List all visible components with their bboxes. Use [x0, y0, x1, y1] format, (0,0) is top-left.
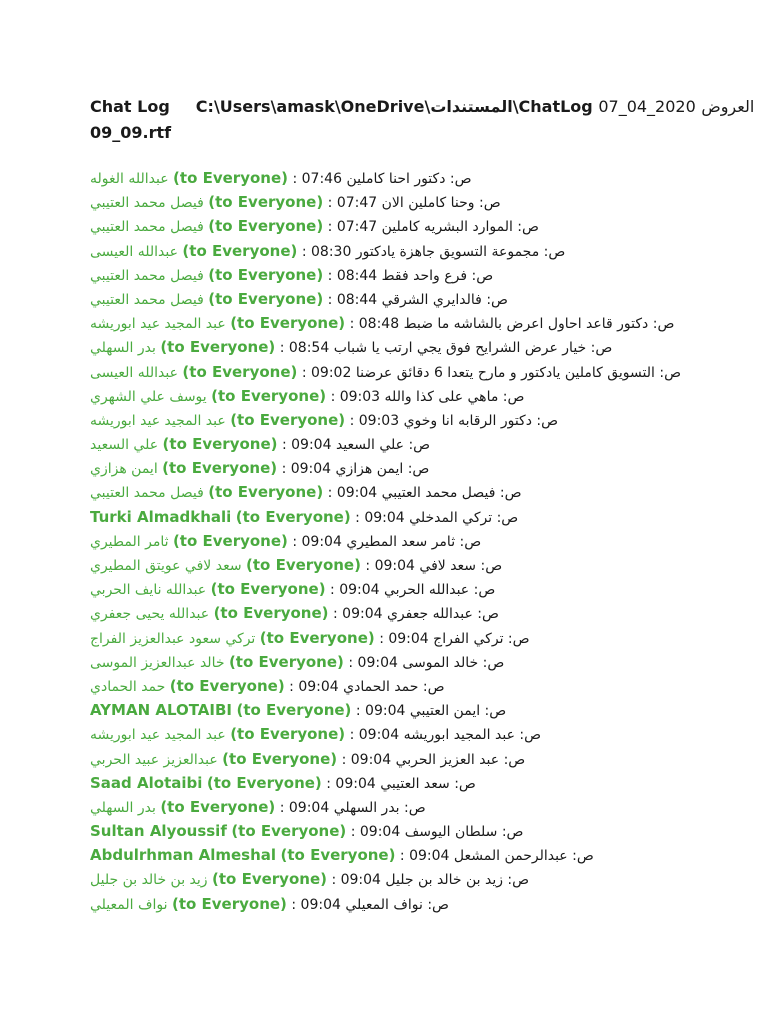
- message-text: ص: وحنا كاملين الان: [381, 195, 501, 212]
- path-folder: المستندات: [430, 97, 513, 116]
- message-time: 08:30: [311, 243, 352, 260]
- message-recipient: (to Everyone): [236, 701, 352, 720]
- message-text: ص: خالد الموسى: [402, 654, 505, 671]
- message-sender: عبد المجيد عيد ابوريشه: [90, 412, 226, 429]
- chat-message-row: [90, 311, 730, 335]
- message-time: 09:04: [409, 848, 450, 865]
- message-separator: :: [379, 630, 384, 647]
- document-header: [90, 94, 755, 146]
- chat-message-row: [90, 626, 730, 650]
- message-sender: خالد عبدالعزيز الموسى: [90, 654, 225, 671]
- chat-message-row: [90, 747, 730, 771]
- chat-message-row: [90, 505, 730, 529]
- message-sender: يوسف علي الشهري: [90, 388, 207, 405]
- message-recipient: (to Everyone): [210, 580, 326, 599]
- chat-message-row: [90, 456, 730, 480]
- message-separator: :: [327, 485, 333, 502]
- message-sender: عبد المجيد عيد ابوريشه: [90, 727, 226, 744]
- message-time: 09:03: [358, 412, 400, 429]
- message-separator: :: [348, 654, 354, 671]
- header-line-2: 09_09.rtf: [90, 123, 172, 142]
- message-recipient: (to Everyone): [171, 894, 287, 913]
- message-recipient: (to Everyone): [206, 773, 322, 792]
- message-time: 09:04: [335, 775, 376, 792]
- message-separator: :: [355, 703, 361, 720]
- chat-log: [90, 166, 730, 916]
- message-recipient: (to Everyone): [212, 870, 327, 889]
- message-time: 08:54: [288, 340, 330, 357]
- message-sender: تركي سعود عبدالعزيز الفراج: [90, 630, 256, 647]
- chat-message-row: [90, 650, 730, 674]
- message-sender: عبدالله نايف الحربي: [90, 582, 207, 599]
- message-recipient: (to Everyone): [208, 289, 324, 308]
- message-text: ص: بدر السهلي: [333, 799, 426, 816]
- message-recipient: (to Everyone): [228, 652, 344, 671]
- message-separator: :: [349, 412, 355, 429]
- message-time: 09:04: [342, 606, 383, 623]
- message-time: 09:04: [374, 558, 415, 574]
- message-sender: عبدالله العيسى: [90, 243, 178, 260]
- message-text: ص: علي السعيد: [335, 437, 431, 454]
- message-sender: فيصل محمد العتيبي: [90, 485, 204, 502]
- message-recipient: (to Everyone): [162, 459, 278, 478]
- message-sender: Sultan Alyoussif: [90, 822, 227, 841]
- chat-message-row: [90, 601, 730, 625]
- message-text: ص: سعد العتيبي: [380, 775, 476, 792]
- message-text: ص: سعد لافي: [419, 558, 503, 574]
- message-separator: :: [292, 171, 298, 187]
- header-path: [196, 94, 754, 120]
- message-time: 09:04: [298, 678, 339, 695]
- message-sender: سعد لافي عويتق المطيري: [90, 558, 242, 574]
- message-text: ص: عبدالرحمن المشعل: [453, 848, 594, 865]
- message-time: 09:04: [350, 751, 392, 768]
- message-text: ص: تركي الفراج: [433, 630, 530, 647]
- message-sender: بدر السهلي: [90, 799, 156, 816]
- message-separator: :: [327, 195, 333, 212]
- chat-message-row: [90, 892, 730, 916]
- message-recipient: (to Everyone): [162, 435, 278, 454]
- chat-message-row: [90, 239, 730, 263]
- message-sender: عبد المجيد عيد ابوريشه: [90, 316, 226, 333]
- message-sender: ثامر المطيري: [90, 533, 169, 550]
- message-time: 09:03: [339, 388, 381, 405]
- path-prefix: C:\Users\amask\OneDrive\: [195, 97, 431, 116]
- chat-message-row: [90, 722, 730, 746]
- message-text: ص: عبد العزيز الحربي: [395, 751, 526, 768]
- message-text: ص: دكتور الرقابه انا وخوي: [403, 412, 559, 429]
- message-separator: :: [327, 267, 333, 284]
- message-text: ص: ايمن هزازي: [335, 461, 430, 478]
- message-sender: عبدالله يحيى جعفري: [90, 606, 210, 623]
- message-text: ص: دكتور احنا كاملين: [346, 171, 472, 187]
- message-recipient: (to Everyone): [259, 628, 375, 647]
- message-recipient: (to Everyone): [160, 338, 276, 357]
- message-separator: :: [399, 848, 405, 865]
- path-date: 07_04_2020: [598, 97, 696, 116]
- message-recipient: (to Everyone): [208, 265, 324, 284]
- message-separator: :: [365, 558, 371, 574]
- chat-message-row: [90, 432, 730, 456]
- message-separator: :: [279, 340, 285, 357]
- chat-message-row: [90, 384, 730, 408]
- message-sender: Abdulrhman Almeshal: [90, 846, 277, 865]
- message-time: 09:02: [311, 364, 352, 381]
- message-sender: Saad Alotaibi: [90, 773, 203, 792]
- chat-message-row: [90, 529, 730, 553]
- message-text: ص: فرع واحد فقط: [381, 267, 494, 284]
- message-text: ص: ماهي على كذا والله: [384, 388, 525, 405]
- message-text: ص: التسويق كاملين يادكتور و مارح يتعدا 6 دقائق عرضنا: [355, 364, 681, 381]
- message-separator: :: [350, 824, 356, 841]
- message-text: ص: فالدايري الشرقي: [381, 291, 508, 308]
- chat-message-row: [90, 480, 730, 504]
- message-sender: عبدالله العيسى: [90, 364, 178, 381]
- message-time: 09:04: [301, 533, 342, 550]
- message-recipient: (to Everyone): [182, 362, 298, 381]
- chat-message-row: [90, 867, 730, 891]
- message-text: ص: تركي المدخلي: [409, 509, 519, 526]
- message-time: 09:04: [359, 824, 401, 841]
- message-separator: :: [279, 799, 285, 816]
- chat-message-row: [90, 674, 730, 698]
- path-mid: \ChatLog: [512, 97, 593, 116]
- message-sender: بدر السهلي: [90, 340, 156, 357]
- message-text: ص: خيار عرض الشرايح فوق يجي ارتب يا شباب: [333, 340, 613, 357]
- message-time: 09:04: [339, 582, 380, 599]
- message-text: ص: عبد المجيد ابوريشه: [403, 727, 542, 744]
- message-time: 09:04: [358, 727, 400, 744]
- chat-message-row: [90, 795, 730, 819]
- message-text: ص: دكتور قاعد احاول اعرض بالشاشه ما ضبط: [403, 316, 675, 333]
- message-sender: علي السعيد: [90, 437, 159, 454]
- message-separator: :: [330, 388, 336, 405]
- message-sender: زيد بن خالد بن جليل: [90, 872, 208, 889]
- message-sender: عبدالعزيز عبيد الحربي: [90, 751, 218, 768]
- chat-message-row: [90, 819, 730, 843]
- chat-message-row: [90, 577, 730, 601]
- message-recipient: (to Everyone): [246, 556, 361, 574]
- chat-message-row: [90, 190, 730, 214]
- chat-message-row: [90, 553, 730, 577]
- message-text: ص: نواف المعيلي: [345, 896, 449, 913]
- message-time: 09:04: [364, 509, 405, 526]
- message-separator: :: [289, 678, 294, 695]
- message-time: 07:46: [301, 171, 342, 187]
- message-separator: :: [301, 364, 307, 381]
- message-text: ص: زيد بن خالد بن جليل: [385, 872, 530, 889]
- chat-message-row: [90, 408, 730, 432]
- message-sender: نواف المعيلي: [90, 896, 168, 913]
- message-sender: فيصل محمد العتيبي: [90, 195, 204, 212]
- message-time: 08:44: [336, 291, 378, 308]
- message-sender: AYMAN ALOTAIBI: [90, 701, 233, 720]
- message-separator: :: [341, 751, 347, 768]
- message-text: ص: عبدالله الحربي: [384, 582, 496, 599]
- chat-message-row: [90, 166, 730, 190]
- message-time: 07:47: [336, 195, 378, 212]
- message-separator: :: [349, 316, 355, 333]
- message-separator: :: [331, 872, 337, 889]
- message-recipient: (to Everyone): [211, 386, 327, 405]
- message-time: 08:48: [358, 316, 400, 333]
- message-recipient: (to Everyone): [208, 193, 324, 212]
- message-time: 09:04: [288, 799, 330, 816]
- message-recipient: (to Everyone): [169, 676, 285, 695]
- message-separator: :: [291, 896, 297, 913]
- message-text: ص: حمد الحمادي: [343, 678, 445, 695]
- message-time: 09:04: [336, 485, 378, 502]
- chat-message-row: [90, 843, 730, 867]
- message-separator: :: [281, 461, 287, 478]
- message-sender: فيصل محمد العتيبي: [90, 291, 204, 308]
- message-separator: :: [301, 243, 307, 260]
- message-separator: :: [327, 219, 333, 236]
- header-line-1: [90, 94, 755, 120]
- message-text: ص: مجموعة التسويق جاهزة يادكتور: [355, 243, 566, 260]
- message-separator: :: [355, 509, 360, 526]
- message-sender: ايمن هزازي: [90, 461, 158, 478]
- message-recipient: (to Everyone): [182, 241, 298, 260]
- message-time: 09:04: [365, 703, 406, 720]
- message-time: 09:04: [290, 461, 332, 478]
- chat-message-row: [90, 698, 730, 722]
- message-separator: :: [332, 606, 338, 623]
- message-text: ص: ايمن العتيبي: [409, 703, 507, 720]
- chat-message-row: [90, 263, 730, 287]
- message-recipient: (to Everyone): [231, 822, 347, 841]
- message-recipient: (to Everyone): [230, 725, 346, 744]
- message-sender: فيصل محمد العتيبي: [90, 267, 204, 284]
- message-text: ص: سلطان اليوسف: [404, 824, 524, 841]
- chat-message-row: [90, 214, 730, 238]
- chat-message-row: [90, 287, 730, 311]
- message-recipient: (to Everyone): [160, 797, 276, 816]
- message-recipient: (to Everyone): [230, 314, 346, 333]
- message-recipient: (to Everyone): [213, 604, 329, 623]
- message-separator: :: [330, 582, 335, 599]
- message-sender: فيصل محمد العتيبي: [90, 219, 204, 236]
- message-time: 09:04: [291, 437, 332, 454]
- message-separator: :: [326, 775, 331, 792]
- message-sender: Turki Almadkhali: [90, 507, 232, 526]
- message-time: 09:04: [388, 630, 429, 647]
- message-time: 07:47: [336, 219, 378, 236]
- message-recipient: (to Everyone): [230, 410, 346, 429]
- message-recipient: (to Everyone): [280, 846, 396, 865]
- message-time: 09:04: [300, 896, 341, 913]
- chat-message-row: [90, 771, 730, 795]
- message-time: 09:04: [340, 872, 381, 889]
- message-recipient: (to Everyone): [222, 749, 338, 768]
- message-separator: :: [349, 727, 355, 744]
- message-time: 08:44: [336, 267, 378, 284]
- message-recipient: (to Everyone): [173, 169, 288, 187]
- path-word: العروض: [701, 97, 755, 116]
- message-separator: :: [281, 437, 287, 454]
- message-recipient: (to Everyone): [208, 217, 324, 236]
- header-label: Chat Log: [90, 97, 170, 116]
- message-separator: :: [292, 533, 298, 550]
- message-sender: حمد الحمادي: [90, 678, 166, 695]
- chat-message-row: [90, 335, 730, 359]
- message-text: ص: ثامر سعد المطيري: [346, 533, 482, 550]
- chat-message-row: [90, 360, 730, 384]
- message-text: ص: عبدالله جعفري: [386, 606, 499, 623]
- message-recipient: (to Everyone): [172, 531, 288, 550]
- message-text: ص: فيصل محمد العتيبي: [381, 485, 522, 502]
- message-recipient: (to Everyone): [235, 507, 351, 526]
- message-separator: :: [327, 291, 333, 308]
- message-text: ص: الموارد البشريه كاملين: [381, 219, 539, 236]
- message-recipient: (to Everyone): [208, 483, 324, 502]
- message-sender: عبدالله الغوله: [90, 171, 169, 187]
- message-time: 09:04: [357, 654, 398, 671]
